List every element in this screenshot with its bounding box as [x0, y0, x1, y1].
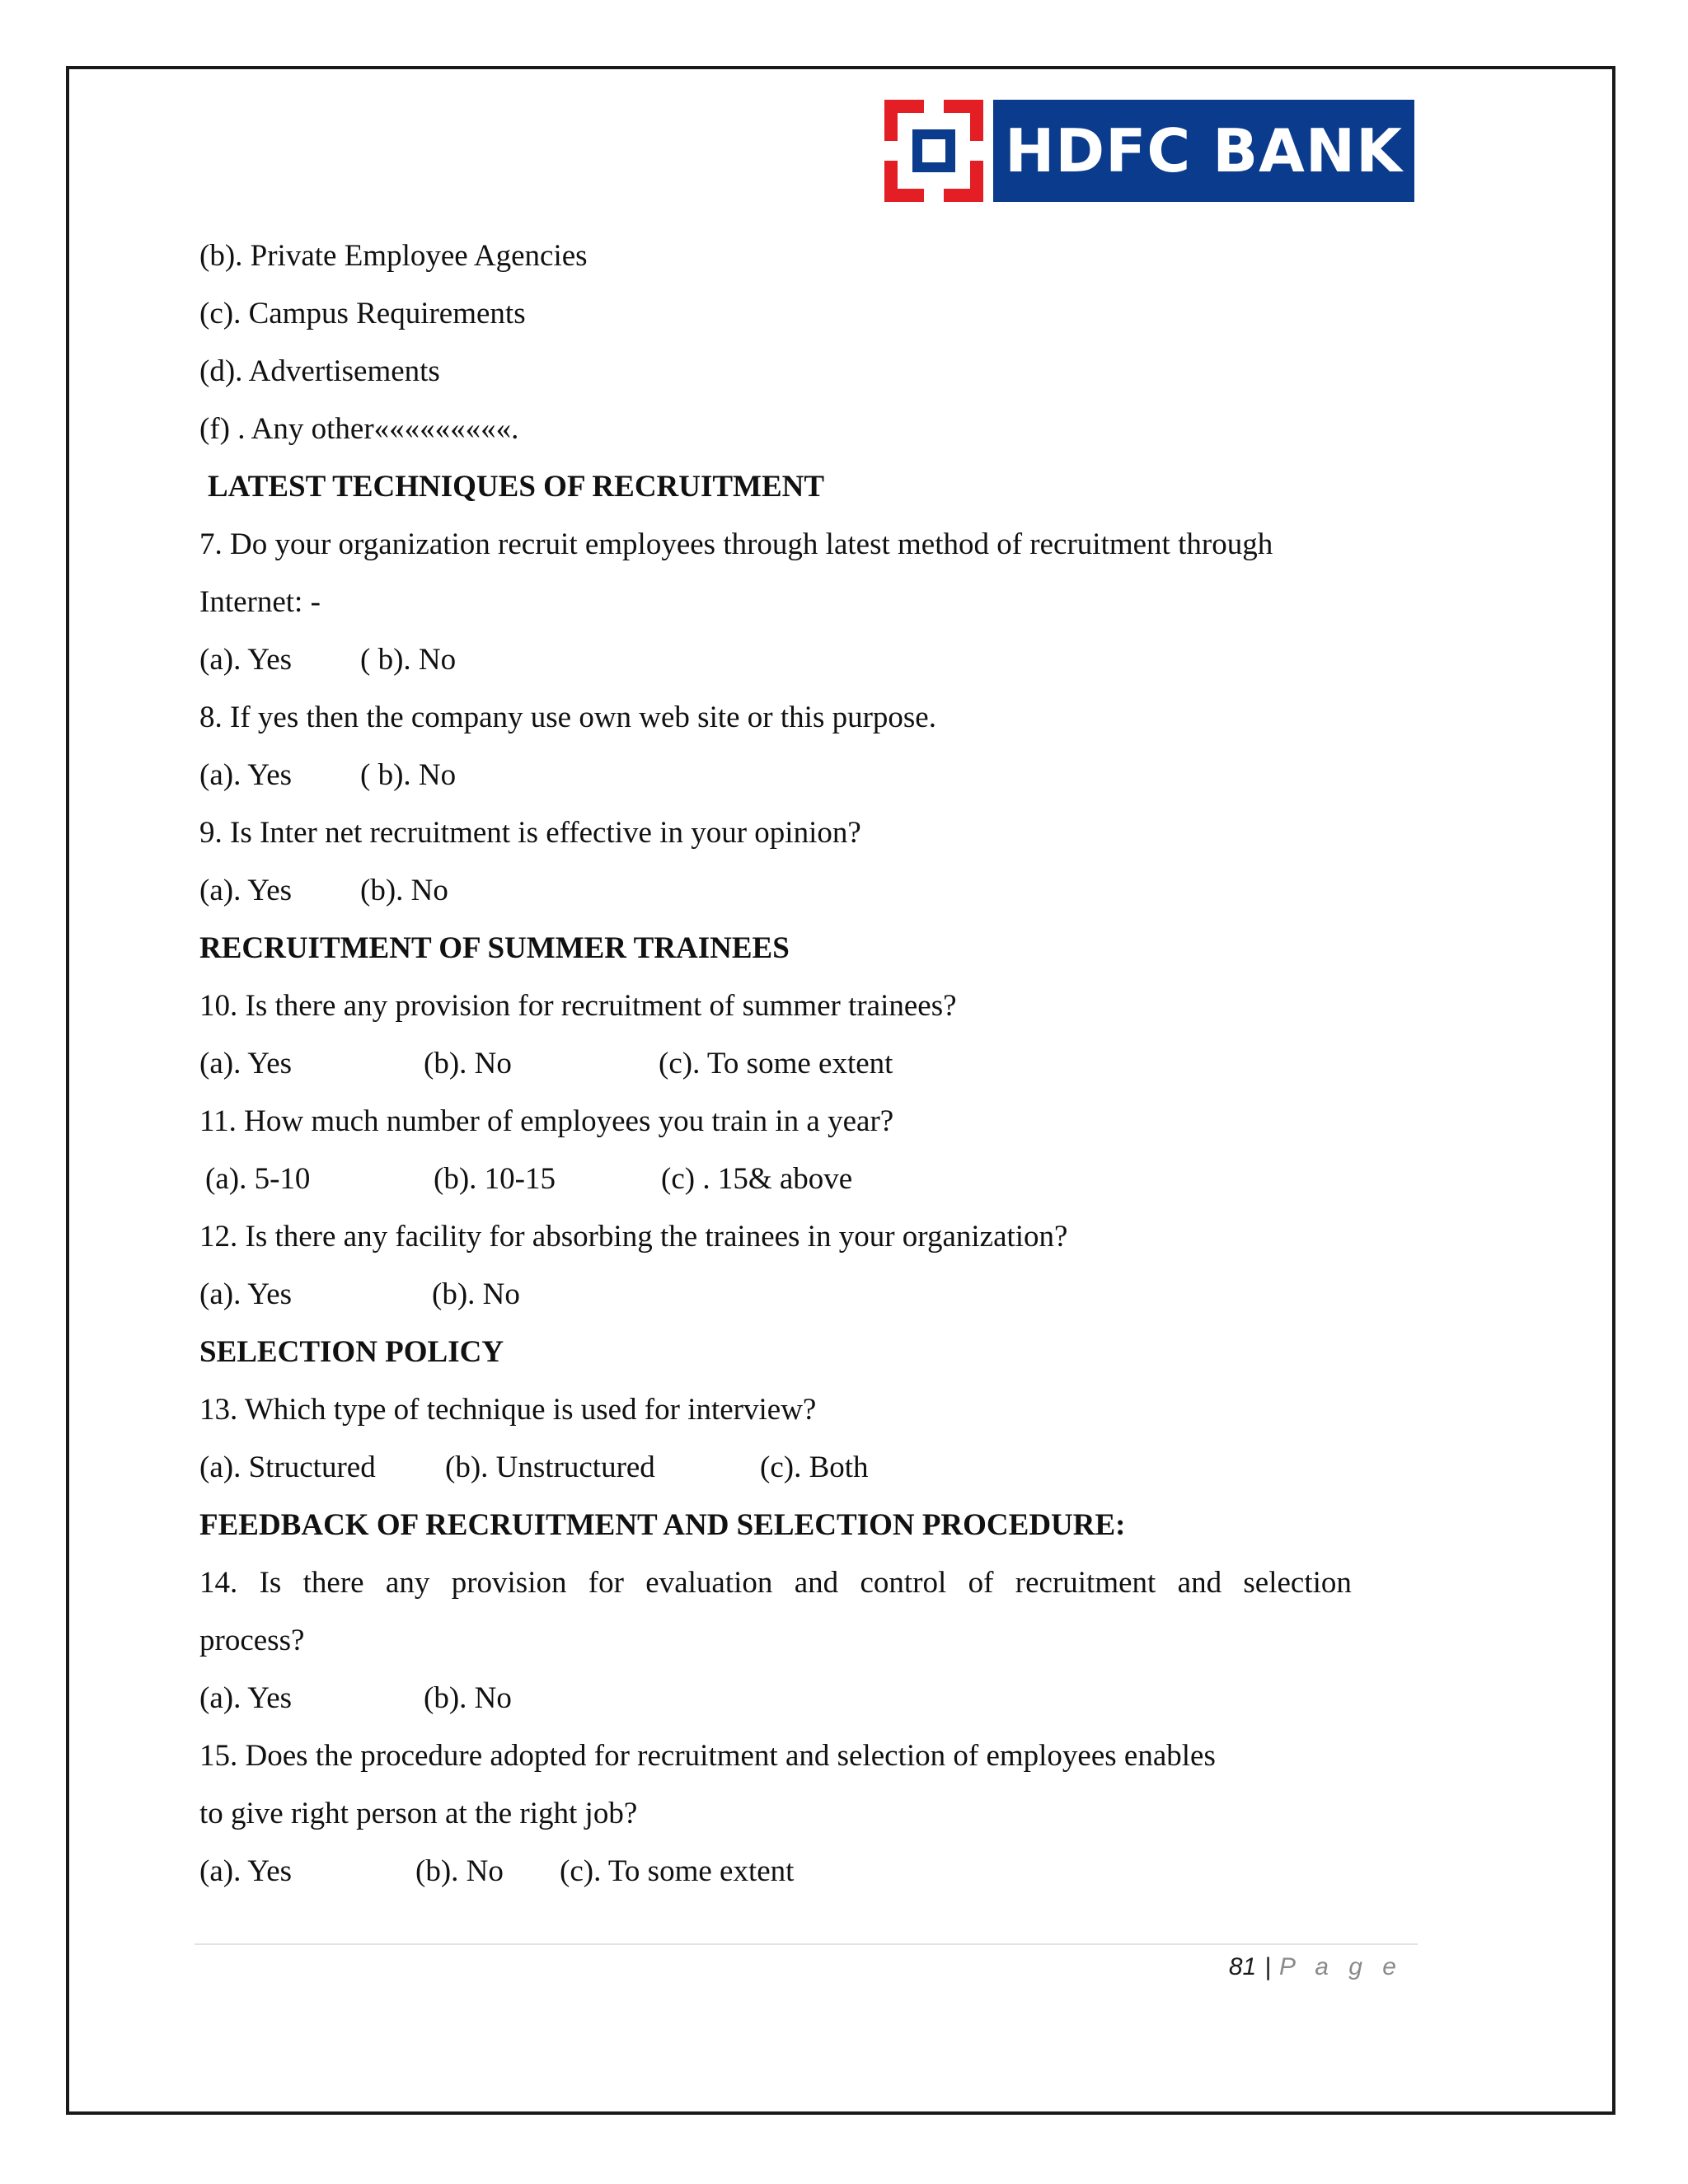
- page-number: 81: [1228, 1953, 1257, 1980]
- answer-option: ( b). No: [360, 643, 457, 677]
- section-heading: LATEST TECHNIQUES OF RECRUITMENT: [208, 470, 825, 504]
- answer-option: ( b). No: [360, 758, 457, 792]
- question-text: 12. Is there any facility for absorbing the trainees in your organization?: [199, 1220, 1068, 1254]
- option-line: (d). Advertisements: [199, 354, 440, 388]
- answer-options: [199, 631, 1419, 689]
- question-text: 9. Is Inter net recruitment is effective in your opinion?: [199, 816, 861, 850]
- page-label: P a g e: [1279, 1953, 1403, 1980]
- answer-options: [199, 747, 1419, 804]
- answer-options: [199, 862, 1419, 920]
- hdfc-bank-logo: [884, 100, 1414, 202]
- answer-option: (c). Both: [760, 1451, 869, 1484]
- answer-option: (b). No: [432, 1277, 520, 1311]
- word: evaluation: [645, 1566, 773, 1600]
- footer-separator: |: [1264, 1953, 1272, 1980]
- answer-option: (b). 10-15: [434, 1162, 556, 1196]
- question-text: 10. Is there any provision for recruitment of summer trainees?: [199, 989, 957, 1023]
- question-text: Internet: -: [199, 585, 321, 619]
- question-text: to give right person at the right job?: [199, 1797, 638, 1830]
- question-text: 15. Does the procedure adopted for recruitment and selection of employees enables: [199, 1739, 1216, 1773]
- answer-options: [199, 1439, 1419, 1497]
- word: of: [968, 1566, 994, 1600]
- answer-option: (b). No: [424, 1047, 512, 1080]
- word: and: [1177, 1566, 1222, 1600]
- answer-option: (a). Yes: [199, 1277, 293, 1311]
- footer-divider: [195, 1943, 1418, 1945]
- question-text: 8. If yes then the company use own web site or this purpose.: [199, 701, 936, 734]
- answer-option: (a). Structured: [199, 1451, 376, 1484]
- word: provision: [451, 1566, 567, 1600]
- answer-options: [199, 1266, 1419, 1324]
- section-heading: FEEDBACK OF RECRUITMENT AND SELECTION PROCEDURE:: [199, 1508, 1126, 1542]
- word: selection: [1243, 1566, 1352, 1600]
- answer-option: (a). Yes: [199, 1047, 293, 1080]
- answer-option: (c) . 15& above: [661, 1162, 853, 1196]
- question-text-justified: [199, 1554, 1352, 1612]
- answer-option: (c). To some extent: [560, 1854, 795, 1888]
- question-text: 13. Which type of technique is used for interview?: [199, 1393, 817, 1427]
- answer-option: (a). 5-10: [205, 1162, 311, 1196]
- section-heading: SELECTION POLICY: [199, 1335, 504, 1369]
- question-text: process?: [199, 1624, 305, 1657]
- answer-option: (b). No: [415, 1854, 504, 1888]
- option-line: (f) . Any other«««««««««.: [199, 412, 519, 446]
- option-line: (c). Campus Requirements: [199, 297, 526, 330]
- answer-options: [199, 1035, 1419, 1093]
- question-text: 11. How much number of employees you train in a year?: [199, 1104, 894, 1138]
- answer-option: (a). Yes: [199, 643, 293, 677]
- word: control: [860, 1566, 947, 1600]
- option-line: (b). Private Employee Agencies: [199, 239, 588, 273]
- answer-option: (a). Yes: [199, 1681, 293, 1715]
- question-text: 7. Do your organization recruit employees through latest method of recruitment through: [199, 527, 1273, 561]
- logo-wordmark: HDFC BANK: [993, 100, 1414, 202]
- word: Is: [259, 1566, 282, 1600]
- word: and: [794, 1566, 839, 1600]
- word: 14.: [199, 1566, 238, 1600]
- page-footer: [1229, 1947, 1403, 1988]
- word: recruitment: [1015, 1566, 1156, 1600]
- answer-option: (a). Yes: [199, 758, 293, 792]
- hdfc-logo-mark-icon: [884, 100, 983, 202]
- answer-option: (a). Yes: [199, 1854, 293, 1888]
- word: for: [588, 1566, 624, 1600]
- answer-option: (b). No: [360, 874, 448, 907]
- answer-options: [199, 1843, 1419, 1900]
- answer-option: (b). Unstructured: [445, 1451, 655, 1484]
- answer-options: [199, 1151, 1419, 1208]
- word: there: [302, 1566, 364, 1600]
- answer-options: [199, 1670, 1419, 1727]
- answer-option: (b). No: [424, 1681, 512, 1715]
- section-heading: RECRUITMENT OF SUMMER TRAINEES: [199, 931, 790, 965]
- answer-option: (a). Yes: [199, 874, 293, 907]
- word: any: [385, 1566, 430, 1600]
- answer-option: (c). To some extent: [659, 1047, 893, 1080]
- document-body: [199, 227, 1419, 1900]
